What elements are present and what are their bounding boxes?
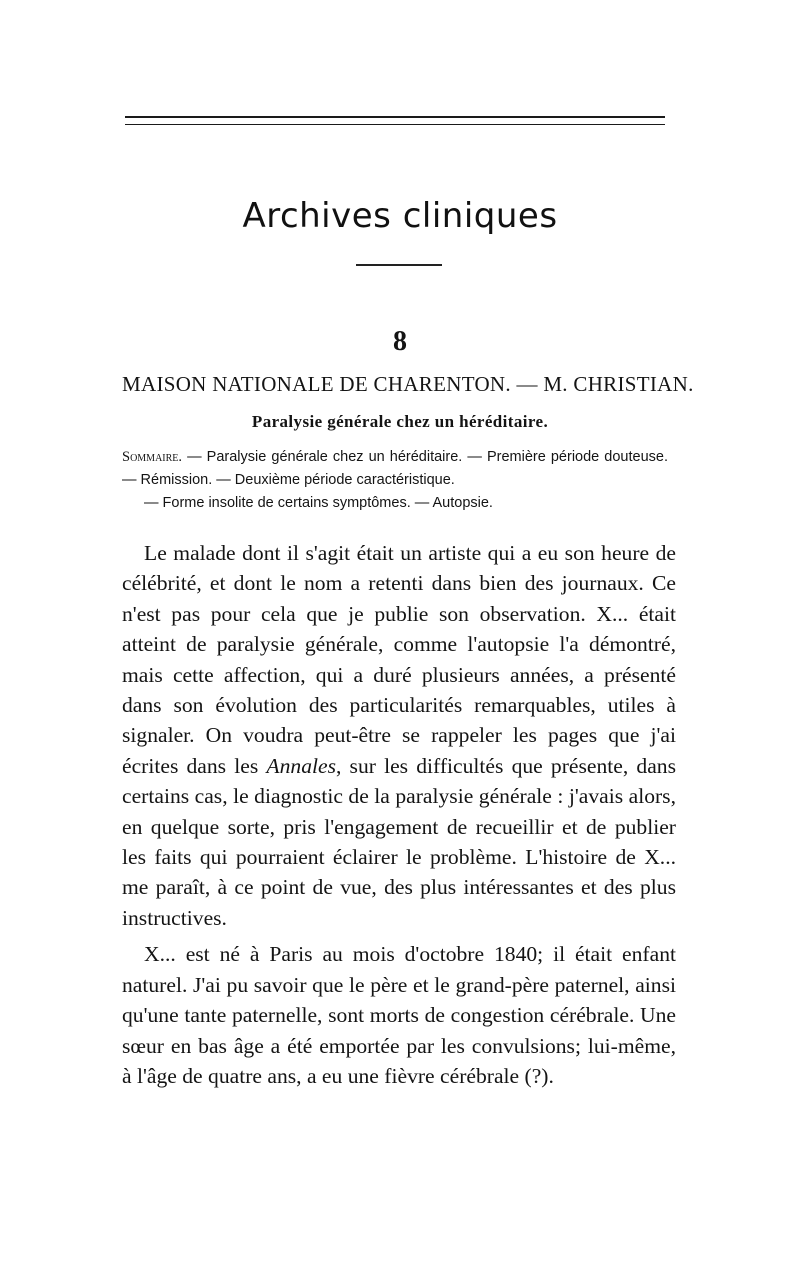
summary-label: Sommaire. — [122, 449, 183, 465]
body-text — [122, 538, 676, 1091]
summary-text: — Paralysie générale chez un héréditaire. — Première période douteuse. — Rémission. — Deuxième période caractéristique. — [122, 449, 668, 488]
journal-title: Annales — [266, 753, 336, 778]
paragraph-1-part-b: , sur les difficultés que présente, dans certains cas, le diagnostic de la paralysie générale : j'avais alors, en quelque sorte, pris l'engagement de recueillir et de publier les faits qui pourraient éclairer le problème. L'histoire de X... me paraît, à ce point de vue, des plus intéressantes et des plus instructives. — [122, 753, 676, 930]
paragraph-2: X... est né à Paris au mois d'octobre 1840; il était enfant naturel. J'ai pu savoir que le père et le grand-père paternel, ainsi qu'une tante paternelle, sont morts de congestion cérébrale. Une sœur en bas âge a été emportée par les convulsions; lui-même, à l'âge de quatre ans, a eu une fièvre cérébrale (?). — [122, 942, 676, 1088]
summary-line-2: — Forme insolite de certains symptômes. — Autopsie. — [144, 495, 493, 511]
paragraph-1-part-a: Le malade dont il s'agit était un artiste qui a eu son heure de célébrité, et dont le nom a retenti dans bien des journaux. Ce n'est pas pour cela que je publie son observation. X... était atteint de paralysie générale, comme l'autopsie l'a démontré, mais cette affection, qui a duré plusieurs années, a présenté dans son évolution des particularités remarquables, utiles à signaler. On voudra peut-être se rappeler les pages que j'ai écrites dans les — [122, 541, 676, 778]
case-subtitle: Paralysie générale chez un héréditaire. — [251, 412, 549, 431]
institution-heading: MAISON NATIONALE DE CHARENTON. — M. CHRISTIAN. — [122, 372, 694, 396]
summary-line — [122, 446, 668, 492]
section-title: Archives cliniques — [242, 196, 558, 236]
header-rule-thick — [125, 116, 665, 118]
title-divider — [356, 264, 442, 266]
summary-block — [122, 446, 668, 515]
header-rule-thin — [125, 124, 665, 125]
paragraph-1 — [122, 538, 676, 933]
article-number: 8 — [393, 326, 407, 357]
